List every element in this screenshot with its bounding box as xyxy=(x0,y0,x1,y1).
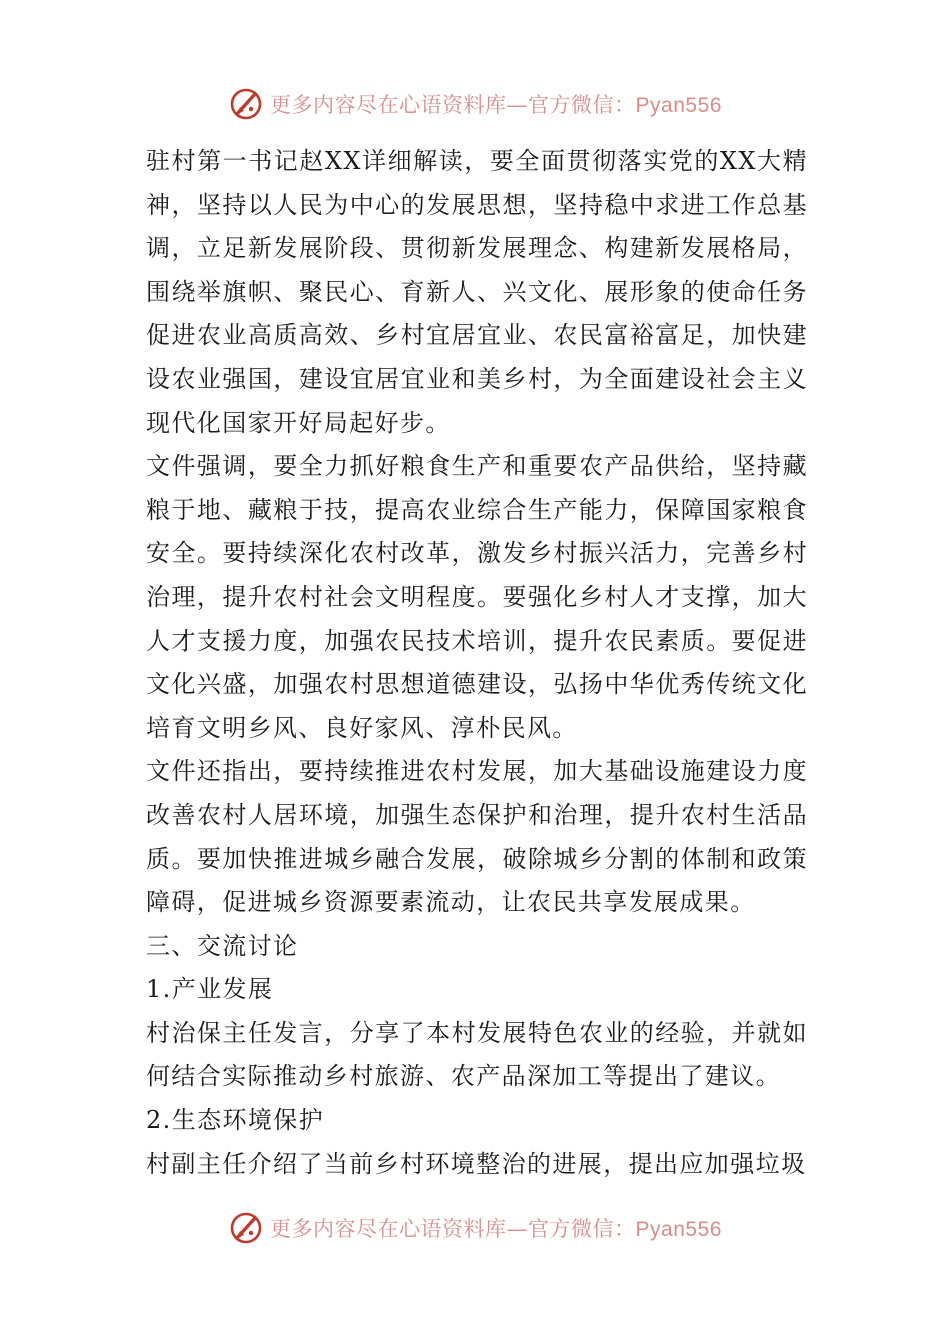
paragraph-industry-speech: 村治保主任发言，分享了本村发展特色农业的经验，并就如何结合实际推动乡村旅游、农产品深加工等提出了建议。 xyxy=(146,1018,808,1091)
header-banner-text: 更多内容尽在心语资料库—官方微信：Pyan556 xyxy=(270,93,722,117)
paragraph-policy-interpretation: 驻村第一书记赵XX详细解读，要全面贯彻落实党的XX大精神，坚持以人民为中心的发展思想，坚持稳中求进工作总基调，立足新发展阶段、贯彻新发展理念、构建新发展格局，围绕举旗帜、聚民心、育新人、兴文化、展形象的使命任务促进农业高质高效、乡村宜居宜业、农民富裕富足，加快建设农业强国，建设宜居宜业和美乡村，为全面建设社会主义现代化国家开好局起好步。 xyxy=(146,147,808,437)
footer-wechat-id: Pyan556 xyxy=(635,1218,722,1241)
header-banner xyxy=(0,84,950,124)
footer-banner xyxy=(0,1208,950,1248)
subheading-industry-development: 1.产业发展 xyxy=(146,975,274,1004)
header-wechat-id: Pyan556 xyxy=(635,94,722,117)
document-body xyxy=(146,140,808,1186)
pen-circle-logo-icon xyxy=(228,86,264,122)
pen-circle-logo-icon xyxy=(228,1210,264,1246)
footer-banner-text: 更多内容尽在心语资料库—官方微信：Pyan556 xyxy=(270,1217,722,1241)
paragraph-document-points: 文件还指出，要持续推进农村发展，加大基础设施建设力度改善农村人居环境，加强生态保护和治理，提升农村生活品质。要加快推进城乡融合发展，破除城乡分割的体制和政策障碍，促进城乡资源要素流动，让农民共享发展成果。 xyxy=(146,757,808,917)
section-heading-discussion: 三、交流讨论 xyxy=(146,931,299,960)
paragraph-environment-speech: 村副主任介绍了当前乡村环境整治的进展，提出应加强垃圾 xyxy=(146,1149,807,1178)
subheading-ecological-protection: 2.生态环境保护 xyxy=(146,1106,325,1135)
paragraph-document-emphasis: 文件强调，要全力抓好粮食生产和重要农产品供给，坚持藏粮于地、藏粮于技，提高农业综合生产能力，保障国家粮食安全。要持续深化农村改革，激发乡村振兴活力，完善乡村治理，提升农村社会文明程度。要强化乡村人才支撑，加大人才支援力度，加强农民技术培训，提升农民素质。要促进文化兴盛，加强农村思想道德建设，弘扬中华优秀传统文化培育文明乡风、良好家风、淳朴民风。 xyxy=(146,452,808,742)
